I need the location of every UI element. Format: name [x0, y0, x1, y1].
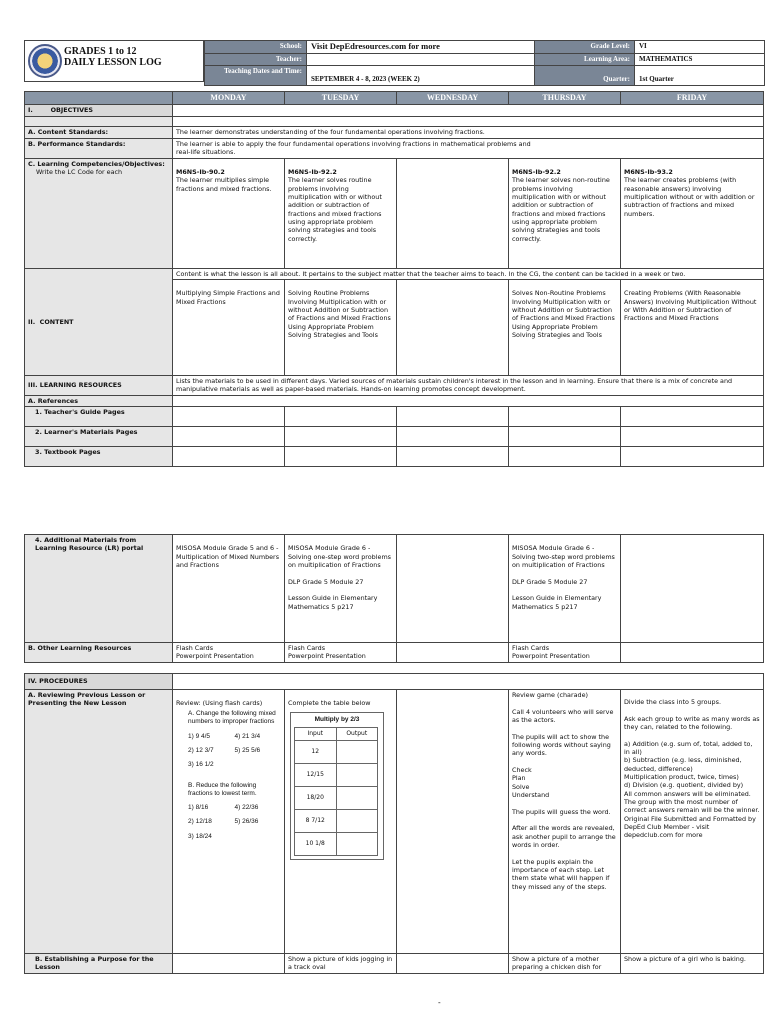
purpose-thursday: Show a picture of a mother preparing a chicken dish for: [509, 954, 621, 974]
content-text: Creating Problems (With Reasonable Answers) Involving Multiplication Without or With Addition or Subtraction of Fractions and Mixed Fractions: [624, 289, 757, 323]
content-text: Solving Routine Problems Involving Multiplication with or without Addition or Subtraction of Fractions and Mixed Fractions Using Appropriate Problem Solving Strategies and Tools: [288, 289, 391, 340]
other-friday: [621, 643, 764, 663]
flash-a-items: [188, 733, 281, 770]
flash-a-item: 2) 12 3/7: [188, 746, 214, 754]
lesson-table-part1: [24, 91, 764, 467]
lc-monday: [173, 158, 285, 268]
purpose-label: B. Establishing a Purpose for the Lesson: [25, 954, 173, 974]
table-input: 18/20: [295, 787, 337, 810]
multiply-table-box: [290, 712, 384, 860]
table-output: [336, 741, 378, 764]
cell: [397, 407, 509, 427]
objectives-blank: [173, 105, 764, 117]
day-monday: MONDAY: [173, 92, 285, 105]
school-label: School:: [205, 41, 307, 54]
resources-numeral: III.: [28, 381, 38, 390]
review-label: A. Reviewing Previous Lesson or Presenting the New Lesson: [25, 690, 173, 954]
content-tuesday: [285, 280, 397, 376]
flash-a-item: 4) 21 3/4: [234, 732, 261, 740]
table-input: 8 7/12: [295, 810, 337, 833]
lc-code: M6NS-Ib-93.2: [624, 168, 673, 177]
flash-b-item: 3) 18/24: [188, 832, 212, 840]
cell: [173, 407, 285, 427]
spacer: [25, 117, 173, 127]
day-friday: FRIDAY: [621, 92, 764, 105]
lc-wednesday: [397, 158, 509, 268]
other-tuesday: Flash Cards Powerpoint Presentation: [285, 643, 397, 663]
review-tuesday: [285, 690, 397, 954]
cell: [397, 447, 509, 467]
other-monday: Flash Cards Powerpoint Presentation: [173, 643, 285, 663]
table-output: [336, 764, 378, 787]
cell: [173, 447, 285, 467]
content-label-text: CONTENT: [39, 317, 74, 326]
purpose-wednesday: [397, 954, 509, 974]
cell: [621, 447, 764, 467]
content-monday: [173, 280, 285, 376]
cell: [285, 447, 397, 467]
lc-code: M6NS-Ib-92.2: [512, 168, 561, 177]
table-input: 12: [295, 741, 337, 764]
content-standards-label: A. Content Standards:: [25, 127, 173, 138]
content-note: Content is what the lesson is all about. It pertains to the subject matter that the teacher aims to teach. In the CG, the content can be tackled in a week or two.: [173, 268, 764, 279]
lc-label: [25, 158, 173, 268]
resources-label: [25, 376, 173, 396]
purpose-monday: [173, 954, 285, 974]
purpose-tuesday: Show a picture of kids jogging in a track oval: [285, 954, 397, 974]
purpose-friday: Show a picture of a girl who is baking.: [621, 954, 764, 974]
procedures-numeral: IV.: [28, 677, 37, 686]
table-output: [336, 833, 378, 856]
cell: [285, 427, 397, 447]
review-wednesday: [397, 690, 509, 954]
review-thursday: Review game (charade) Call 4 volunteers who will serve as the actors. The pupils will act to show the following words without saying any words. Check Plan Solve Understand The pupils will guess the word. After all the words are revealed, ask another pupil to arrange the words in order. Let the pupils explain the importance of each step. Let them state what will happen if they missed any of the steps.: [509, 690, 621, 954]
references-blank: [173, 396, 764, 407]
flash-a-item: 3) 16 1/2: [188, 761, 214, 769]
content-friday: [621, 280, 764, 376]
resources-label-text: LEARNING RESOURCES: [39, 381, 122, 390]
cell: [509, 407, 621, 427]
school-value: Visit DepEdresources.com for more: [307, 41, 535, 54]
cell: [621, 427, 764, 447]
flash-b-items: [188, 804, 281, 841]
other-resources-label: B. Other Learning Resources: [25, 643, 173, 663]
lc-sub: Write the LC Code for each: [36, 168, 123, 177]
flash-b-item: 5) 26/36: [234, 818, 259, 826]
procedures-blank: [173, 674, 764, 690]
objectives-title: OBJECTIVES: [50, 106, 94, 115]
monday-intro: Review: (Using flash cards): [176, 699, 263, 708]
lesson-table-part2: [24, 534, 764, 663]
flash-card-a: [176, 710, 281, 841]
title-line2: DAILY LESSON LOG: [64, 57, 162, 68]
objectives-numeral: I.: [28, 106, 33, 115]
table-input: 12/15: [295, 764, 337, 787]
flash-b-item: 4) 22/36: [234, 803, 259, 811]
additional-wednesday: [397, 535, 509, 643]
table-header-output: Output: [336, 728, 378, 741]
tb-label: 3. Textbook Pages: [25, 447, 173, 467]
grade-value: VI: [635, 41, 765, 54]
area-value: MATHEMATICS: [635, 54, 765, 66]
multiply-table: [294, 727, 378, 856]
tuesday-intro: Complete the table below: [288, 699, 371, 708]
flash-a-item: 5) 25 5/6: [234, 746, 261, 754]
cell: [397, 427, 509, 447]
content-wednesday: [397, 280, 509, 376]
flash-b-item: 1) 8/16: [188, 803, 209, 811]
cell: [509, 447, 621, 467]
performance-standards-text: The learner is able to apply the four fundamental operations involving fractions in mathematical problems and real-life situations.: [173, 138, 764, 158]
content-label: [25, 268, 173, 375]
lc-text: The learner creates problems (with reasonable answers) involving multiplication without or with addition or subtraction of fractions and mixed numbers.: [624, 176, 755, 218]
resources-note: Lists the materials to be used in different days. Varied sources of materials sustain children's interest in the lesson and in learning. Ensure that there is a mix of concrete and manipulative materials as well as paper-based materials. Hands-on learning promotes concept development.: [173, 376, 764, 396]
table-input: 10 1/8: [295, 833, 337, 856]
performance-standards-label: B. Performance Standards:: [25, 138, 173, 158]
teacher-label: Teacher:: [205, 54, 307, 66]
lc-code: M6NS-Ib-92.2: [288, 168, 337, 177]
lc-text: The learner solves non-routine problems involving multiplication with or without addition or subtraction of fractions and mixed fractions using appropriate problem solving strategies and tools correctly.: [512, 176, 610, 243]
lc-friday: [621, 158, 764, 268]
additional-text: MISOSA Module Grade 5 and 6 - Multiplication of Mixed Numbers and Fractions: [176, 544, 280, 569]
review-friday: Divide the class into 5 groups. Ask each group to write as many words as they can, related to the following. a) Addition (e.g. sum of, total, added to, in all) b) Subtraction (e.g. less, diminished, deducted, difference) Multiplication product, twice, times) d) Division (e.g. quotient, divided by) All common answers will be eliminated. The group with the most number of correct answers remain will be the winner. Original File Submitted and Formatted by DepEd Club Member - visit depedclub.com for more: [621, 690, 764, 954]
flash-b-title: B. Reduce the following fractions to lowest term.: [188, 781, 257, 798]
lm-label: 2. Learner's Materials Pages: [25, 427, 173, 447]
additional-text: MISOSA Module Grade 6 - Solving one-step word problems on multiplication of Fractions DLP Grade 5 Module 27 Lesson Guide in Elementary Mathematics 5 p217: [288, 544, 392, 611]
area-label: Learning Area:: [535, 54, 635, 66]
dates-value: SEPTEMBER 4 - 8, 2023 (WEEK 2): [307, 66, 535, 86]
teacher-value: [307, 54, 535, 66]
additional-text: MISOSA Module Grade 6 - Solving two-step word problems on multiplication of Fractions DLP Grade 5 Module 27 Lesson Guide in Elementary Mathematics 5 p217: [512, 544, 615, 611]
additional-tuesday: [285, 535, 397, 643]
procedures-label: PROCEDURES: [39, 677, 88, 686]
lc-tuesday: [285, 158, 397, 268]
objectives-heading: [25, 105, 173, 117]
multiply-table-title: Multiply by 2/3: [314, 715, 360, 723]
cell: [509, 427, 621, 447]
additional-friday: [621, 535, 764, 643]
tg-label: 1. Teacher's Guide Pages: [25, 407, 173, 427]
flash-a-item: 1) 9 4/5: [188, 732, 211, 740]
table-header-input: Input: [295, 728, 337, 741]
dates-label: Teaching Dates and Time:: [205, 66, 307, 86]
spacer: [173, 117, 764, 127]
flash-b-item: 2) 12/18: [188, 818, 212, 826]
additional-monday: [173, 535, 285, 643]
day-wednesday: WEDNESDAY: [397, 92, 509, 105]
content-numeral: II.: [28, 317, 36, 326]
content-standards-text: The learner demonstrates understanding of the four fundamental operations involving fractions.: [173, 127, 764, 138]
cell: [285, 407, 397, 427]
procedures-heading: [25, 674, 173, 690]
footer-mark: -: [438, 998, 441, 1007]
header-info-table: [204, 40, 765, 86]
corner-cell: [25, 92, 173, 105]
content-text: Solves Non-Routine Problems Involving Multiplication with or without Addition or Subtraction of Fractions and Mixed Fractions Using Appropriate Problem Solving Strategies and Tools: [512, 289, 615, 340]
other-wednesday: [397, 643, 509, 663]
day-thursday: THURSDAY: [509, 92, 621, 105]
references-label: A. References: [25, 396, 173, 407]
content-thursday: [509, 280, 621, 376]
table-output: [336, 787, 378, 810]
lc-thursday: [509, 158, 621, 268]
additional-label: 4. Additional Materials from Learning Resource (LR) portal: [25, 535, 173, 643]
quarter-value: 1st Quarter: [635, 66, 765, 86]
lc-text: The learner solves routine problems involving multiplication with or without addition or subtraction of fractions and mixed fractions using appropriate problem solving strategies and tools correctly.: [288, 176, 382, 243]
title-line1: GRADES 1 to 12: [64, 46, 137, 57]
lc-label-text: C. Learning Competencies/Objectives:: [28, 159, 165, 168]
review-monday: [173, 690, 285, 954]
quarter-label: Quarter:: [535, 66, 635, 86]
content-text: Multiplying Simple Fractions and Mixed Fractions: [176, 289, 280, 306]
cell: [173, 427, 285, 447]
lc-text: The learner multiplies simple fractions and mixed fractions.: [176, 176, 272, 193]
grade-label: Grade Level:: [535, 41, 635, 54]
additional-thursday: [509, 535, 621, 643]
day-tuesday: TUESDAY: [285, 92, 397, 105]
flash-a-title: A. Change the following mixed numbers to improper fractions: [188, 709, 276, 726]
header-title-box: [24, 40, 204, 82]
lc-code: M6NS-Ib-90.2: [176, 168, 225, 177]
cell: [621, 407, 764, 427]
lesson-table-part3: [24, 673, 764, 974]
table-output: [336, 810, 378, 833]
other-thursday: Flash Cards Powerpoint Presentation: [509, 643, 621, 663]
